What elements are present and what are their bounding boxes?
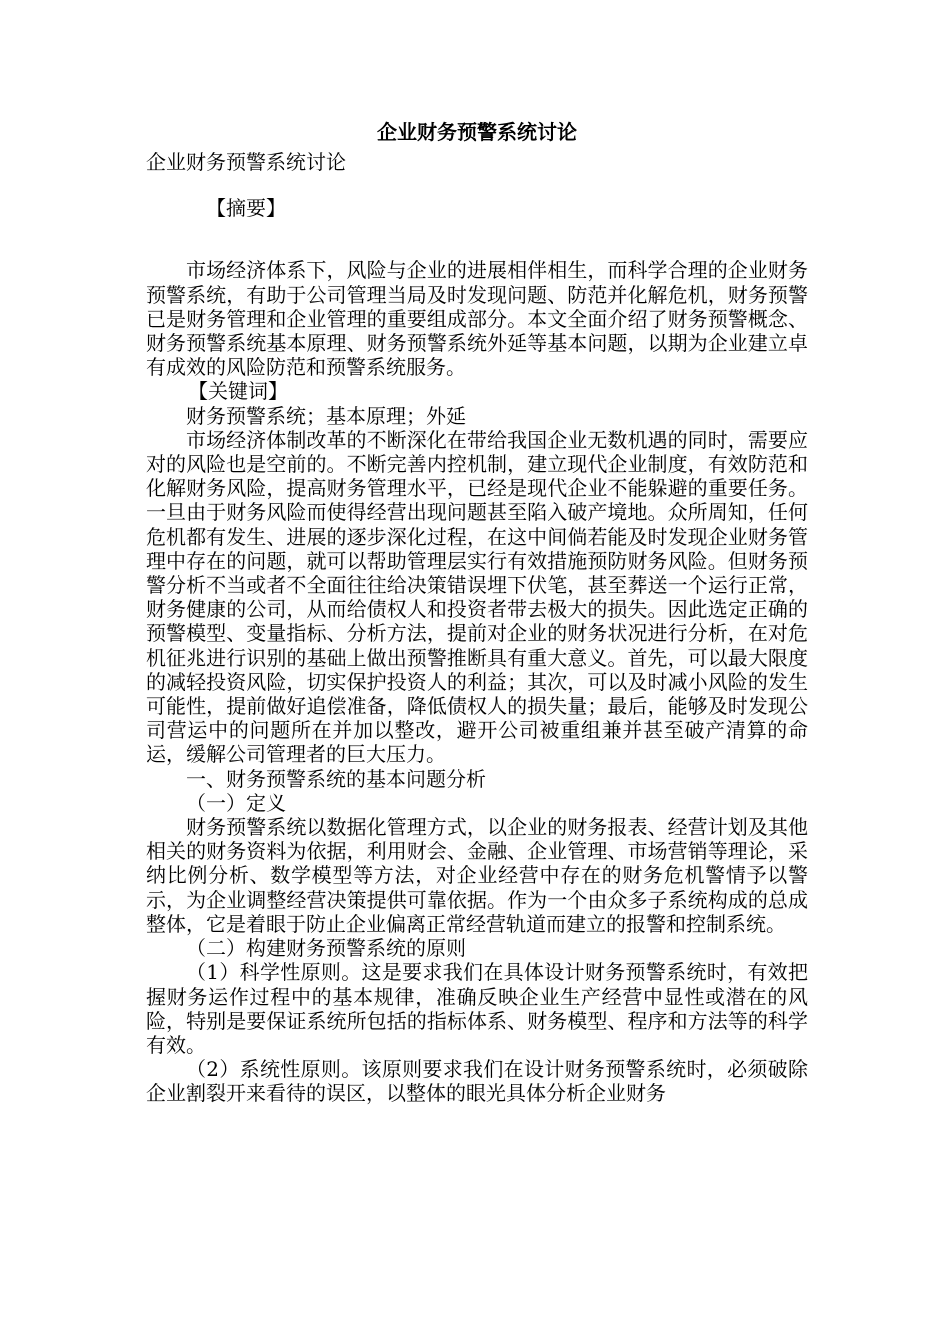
principle-scientific: （1）科学性原则。这是要求我们在具体设计财务预警系统时，有效把握财务运作过程中的基本规律，准确反映企业生产经营中显性或潜在的风险，特别是要保证系统所包括的指标体系、财务模型、程序和方法等的科学有效。	[146, 960, 808, 1057]
section-heading-1: 一、财务预警系统的基本问题分析	[186, 766, 486, 791]
keywords-heading: 【关键词】	[188, 379, 288, 404]
subsection-heading-definition: （一）定义	[186, 790, 286, 815]
document-subtitle: 企业财务预警系统讨论	[146, 150, 346, 174]
spacer	[146, 220, 808, 244]
keywords-paragraph: 财务预警系统；基本原理；外延	[186, 403, 466, 428]
abstract-paragraph: 市场经济体系下，风险与企业的进展相伴相生，而科学合理的企业财务预警系统，有助于公司管理当局及时发现问题、防范并化解危机，财务预警已是财务管理和企业管理的重要组成部分。本文全面介绍了财务预警概念、财务预警系统基本原理、财务预警系统外延等基本问题，以期为企业建立卓有成效的风险防范和预警系统服务。	[146, 258, 808, 380]
document-page	[146, 118, 808, 1106]
principle-systematic: （2）系统性原则。该原则要求我们在设计财务预警系统时，必须破除企业割裂开来看待的误区，以整体的眼光具体分析企业财务	[146, 1057, 808, 1106]
definition-paragraph: 财务预警系统以数据化管理方式，以企业的财务报表、经营计划及其他相关的财务资料为依据，利用财会、金融、企业管理、市场营销等理论，采纳比例分析、数学模型等方法，对企业经营中存在的财务危机警情予以警示，为企业调整经营决策提供可靠依据。作为一个由众多子系统构成的总成整体，它是着眼于防止企业偏离正常经营轨道而建立的报警和控制系统。	[146, 815, 808, 936]
document-title: 企业财务预警系统讨论	[377, 120, 577, 144]
subsection-heading-principles: （二）构建财务预警系统的原则	[186, 936, 466, 961]
abstract-heading: 【摘要】	[206, 196, 286, 221]
intro-paragraph: 市场经济体制改革的不断深化在带给我国企业无数机遇的同时，需要应对的风险也是空前的。不断完善内控机制，建立现代企业制度，有效防范和化解财务风险，提高财务管理水平，已经是现代企业不能躲避的重要任务。一旦由于财务风险而使得经营出现问题甚至陷入破产境地。众所周知，任何危机都有发生、进展的逐步深化过程，在这中间倘若能及时发现企业财务管理中存在的问题，就可以帮助管理层实行有效措施预防财务风险。但财务预警分析不当或者不全面往往给决策错误埋下伏笔，甚至葬送一个运行正常，财务健康的公司，从而给债权人和投资者带去极大的损失。因此选定正确的预警模型、变量指标、分析方法，提前对企业的财务状况进行分析，在对危机征兆进行识别的基础上做出预警推断具有重大意义。首先，可以最大限度的减轻投资风险，切实保护投资人的利益；其次，可以及时减小风险的发生可能性，提前做好追偿准备，降低债权人的损失量；最后，能够及时发现公司营运中的问题所在并加以整改，避开公司被重组兼并甚至破产清算的命运，缓解公司管理者的巨大压力。	[146, 427, 808, 767]
